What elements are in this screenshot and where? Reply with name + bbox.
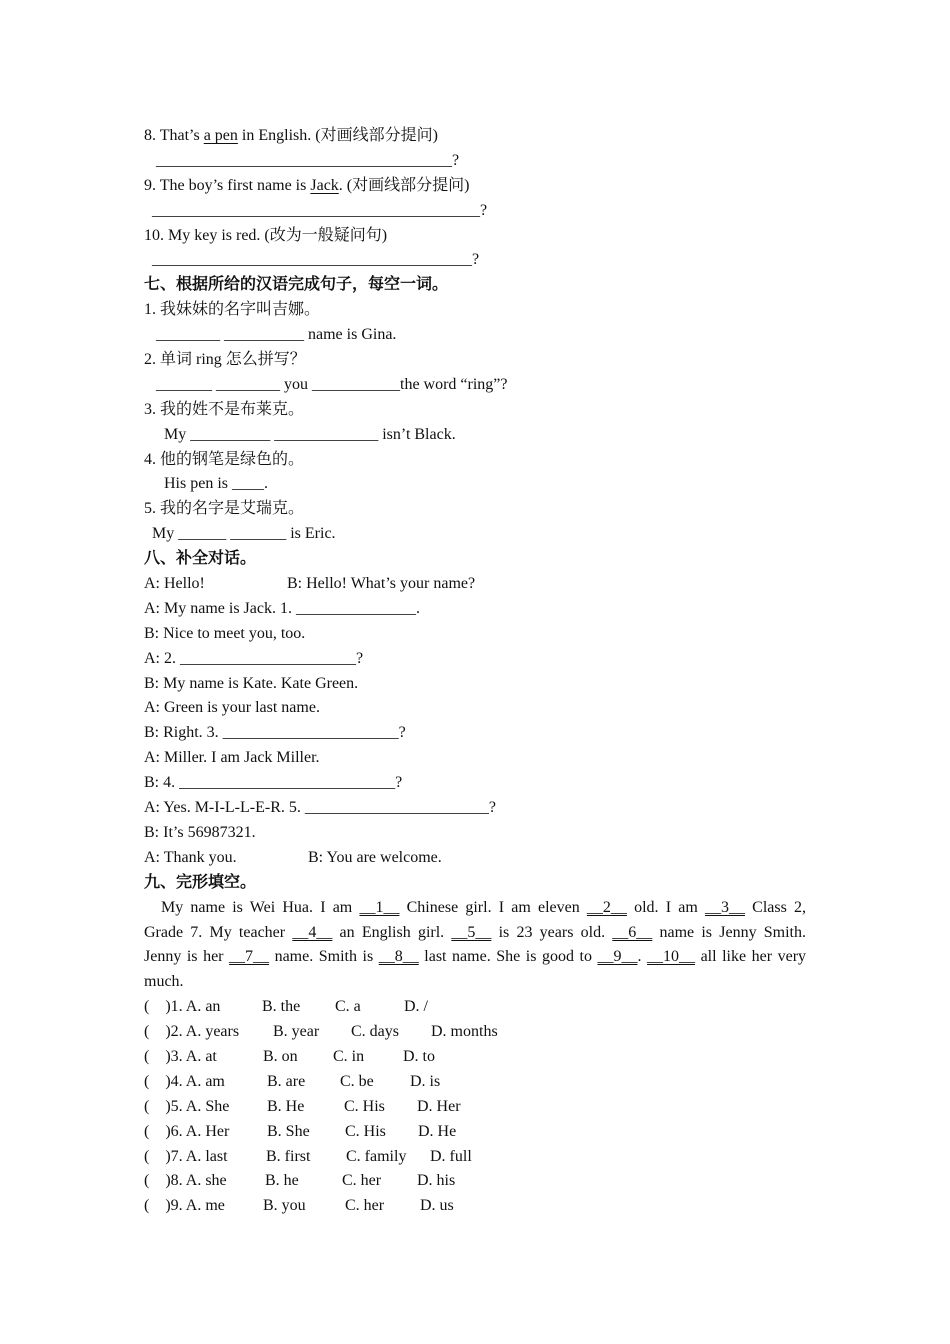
- option-b: B. he: [265, 1172, 299, 1190]
- option-d: D. He: [418, 1122, 457, 1140]
- option-d: D. Her: [417, 1097, 461, 1115]
- s7-item-2-en: _______ ________ you ___________the word “ring”?: [144, 375, 508, 393]
- passage-text: name. Smith is: [269, 948, 379, 966]
- cloze-blank-1: __1__: [359, 898, 400, 916]
- option-row-4: [144, 1070, 806, 1095]
- dialogue-line: B: Nice to meet you, too.: [144, 624, 306, 642]
- option-c: C. her: [345, 1197, 385, 1215]
- dialogue-line: [144, 572, 806, 597]
- question-10: 10. My key is red. (改为一般疑问句): [144, 226, 388, 244]
- option-b: B. on: [263, 1047, 298, 1065]
- option-c: C. His: [345, 1122, 386, 1140]
- s7-item-4-en: His pen is ____.: [144, 475, 268, 493]
- s7-item-1-cn: 1. 我妹妹的名字叫吉娜。: [144, 301, 321, 319]
- option-c: C. be: [340, 1072, 374, 1090]
- cloze-blank-5: __5__: [451, 923, 492, 941]
- option-d: D. is: [410, 1072, 441, 1090]
- answer-line-8: _____________________________________?: [144, 151, 460, 169]
- option-row-3: [144, 1045, 806, 1070]
- passage-text: an English girl.: [332, 923, 452, 941]
- passage-text: Chinese girl. I am eleven: [399, 898, 587, 916]
- option-c: C. her: [342, 1172, 382, 1190]
- section-9-heading: 九、完形填空。: [144, 873, 257, 891]
- option-c: C. family: [346, 1147, 407, 1165]
- s7-item-4-cn: 4. 他的钢笔是绿色的。: [144, 450, 305, 468]
- passage-text: name is Jenny Smith.: [652, 923, 807, 941]
- cloze-blank-3: __3__: [704, 898, 745, 916]
- cloze-blank-9: __9__: [597, 948, 638, 966]
- section-8-heading: 八、补全对话。: [144, 550, 257, 568]
- option-d: D. months: [431, 1023, 498, 1041]
- worksheet-page: [144, 124, 806, 1219]
- passage-line-4: much.: [144, 973, 184, 991]
- passage-text: Jenny is her: [144, 948, 230, 966]
- dialogue-line: B: 4. ___________________________?: [144, 774, 403, 792]
- option-a: ( )2. A. years: [144, 1023, 240, 1041]
- q8-text: 8. That’s: [144, 127, 204, 144]
- s7-item-3-cn: 3. 我的姓不是布莱克。: [144, 400, 305, 418]
- dialogue-a: A: Thank you.: [144, 848, 237, 866]
- passage-text: Grade 7. My teacher: [144, 923, 293, 941]
- option-b: B. She: [267, 1122, 310, 1140]
- passage-text: .: [637, 948, 648, 966]
- option-d: D. his: [417, 1172, 456, 1190]
- s7-item-1-en: ________ __________ name is Gina.: [144, 326, 397, 344]
- question-8: [144, 124, 806, 149]
- option-c: C. days: [351, 1023, 399, 1041]
- option-c: C. His: [344, 1097, 385, 1115]
- dialogue-line: [144, 846, 806, 871]
- section-7-heading: 七、根据所给的汉语完成句子，每空一词。: [144, 276, 449, 294]
- option-row-8: [144, 1169, 806, 1194]
- option-d: D. us: [420, 1197, 454, 1215]
- s7-item-5-en: My ______ _______ is Eric.: [144, 525, 336, 543]
- dialogue-line: A: Green is your last name.: [144, 699, 320, 717]
- cloze-blank-2: __2__: [586, 898, 627, 916]
- answer-line-9: _________________________________________?: [144, 201, 488, 219]
- option-row-7: [144, 1145, 806, 1170]
- dialogue-line: B: Right. 3. ______________________?: [144, 724, 406, 742]
- option-a: ( )7. A. last: [144, 1147, 228, 1165]
- s7-item-3-en: My __________ _____________ isn’t Black.: [144, 425, 456, 443]
- dialogue-line: A: Miller. I am Jack Miller.: [144, 749, 320, 767]
- option-row-5: [144, 1095, 806, 1120]
- cloze-blank-7: __7__: [229, 948, 270, 966]
- option-a: ( )1. A. an: [144, 998, 221, 1016]
- dialogue-line: A: Yes. M-I-L-L-E-R. 5. _______________________?: [144, 799, 496, 817]
- option-row-9: [144, 1194, 806, 1219]
- option-a: ( )8. A. she: [144, 1172, 227, 1190]
- passage-text: last name. She is good to: [418, 948, 598, 966]
- q9-text: 9. The boy’s first name is: [144, 176, 311, 194]
- question-9: [144, 174, 806, 199]
- option-b: B. you: [263, 1197, 306, 1215]
- dialogue-line: B: My name is Kate. Kate Green.: [144, 674, 359, 692]
- option-row-6: [144, 1120, 806, 1145]
- dialogue-a: A: Hello!: [144, 575, 205, 593]
- dialogue-line: A: 2. ______________________?: [144, 649, 364, 667]
- dialogue-b: B: You are welcome.: [308, 848, 442, 866]
- option-d: D. full: [430, 1147, 472, 1165]
- answer-line-10: ________________________________________?: [144, 251, 480, 269]
- passage-line-2: [144, 921, 806, 946]
- option-a: ( )6. A. Her: [144, 1122, 230, 1140]
- s7-item-2-cn: 2. 单词 ring 怎么拼写？: [144, 351, 306, 369]
- q8-instruction: in English. (对画线部分提问): [237, 127, 438, 144]
- dialogue-line: B: It’s 56987321.: [144, 823, 256, 841]
- passage-line-3: [144, 945, 806, 970]
- option-a: ( )5. A. She: [144, 1097, 230, 1115]
- passage-text: all like her very: [695, 948, 807, 966]
- s7-item-5-cn: 5. 我的名字是艾瑞克。: [144, 500, 305, 518]
- option-b: B. year: [273, 1023, 320, 1041]
- cloze-blank-8: __8__: [378, 948, 419, 966]
- option-c: C. a: [335, 998, 361, 1016]
- passage-text: My name is Wei Hua. I am: [161, 898, 360, 916]
- option-b: B. are: [267, 1072, 306, 1090]
- passage-text: is 23 years old.: [491, 923, 613, 941]
- q9-underlined: Jack: [310, 176, 339, 194]
- option-row-2: [144, 1020, 806, 1045]
- option-b: B. the: [262, 998, 301, 1016]
- dialogue-line: A: My name is Jack. 1. _______________.: [144, 599, 420, 617]
- option-c: C. in: [333, 1047, 365, 1065]
- option-b: B. He: [267, 1097, 305, 1115]
- passage-text: Class 2,: [744, 898, 807, 916]
- option-b: B. first: [266, 1147, 311, 1165]
- option-a: ( )4. A. am: [144, 1072, 225, 1090]
- q8-underlined: a pen: [203, 127, 238, 144]
- q9-instruction: . (对画线部分提问): [338, 176, 470, 194]
- option-d: D. to: [403, 1047, 435, 1065]
- cloze-blank-10: __10__: [647, 948, 696, 966]
- passage-line-1: [144, 896, 806, 921]
- option-a: ( )9. A. me: [144, 1197, 225, 1215]
- option-row-1: [144, 995, 806, 1020]
- passage-text: old. I am: [626, 898, 705, 916]
- dialogue-b: B: Hello! What’s your name?: [287, 575, 476, 593]
- cloze-blank-6: __6__: [612, 923, 653, 941]
- option-d: D. /: [404, 998, 428, 1016]
- option-a: ( )3. A. at: [144, 1047, 217, 1065]
- cloze-blank-4: __4__: [292, 923, 333, 941]
